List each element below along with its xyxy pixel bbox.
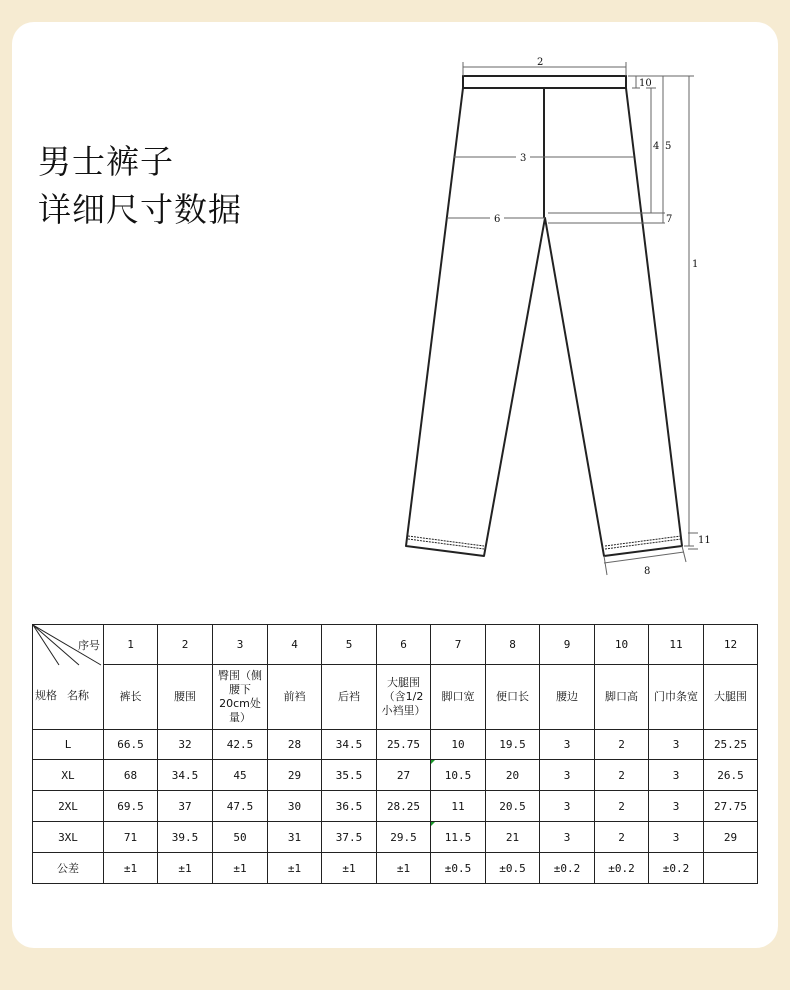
column-header: 大腿围（含1/2小裆里）	[377, 665, 431, 730]
column-number: 4	[268, 625, 322, 665]
dim-10-label: 10	[639, 78, 652, 89]
dim-8-label: 8	[644, 566, 651, 577]
table-cell: 32	[158, 730, 213, 760]
table-cell: 35.5	[322, 760, 377, 791]
dim-8-tick-left	[604, 556, 607, 575]
column-number: 1	[104, 625, 158, 665]
table-cell: 3	[649, 822, 704, 853]
table-cell: 37.5	[322, 822, 377, 853]
table-cell: 11	[431, 791, 486, 822]
table-cell: 3	[540, 791, 595, 822]
table-cell: 2	[595, 730, 649, 760]
table-cell: 29	[704, 822, 758, 853]
column-header: 后裆	[322, 665, 377, 730]
table-cell: 29.5	[377, 822, 431, 853]
left-cuff-stitch	[408, 536, 484, 546]
corner-cell	[33, 625, 104, 730]
dim-2-label: 2	[537, 57, 544, 68]
column-number: 3	[213, 625, 268, 665]
size-table	[32, 624, 758, 884]
table-cell: 50	[213, 822, 268, 853]
column-number: 10	[595, 625, 649, 665]
column-header: 脚口宽	[431, 665, 486, 730]
table-cell: ±1	[377, 853, 431, 884]
table-cell: 66.5	[104, 730, 158, 760]
size-cell: 公差	[33, 853, 104, 884]
table-cell: 19.5	[486, 730, 540, 760]
column-number: 11	[649, 625, 704, 665]
table-cell: 37	[158, 791, 213, 822]
dim-6-label: 6	[494, 214, 501, 225]
table-cell: 3	[649, 760, 704, 791]
table-cell: 3	[649, 791, 704, 822]
table-cell: 45	[213, 760, 268, 791]
size-cell: L	[33, 730, 104, 760]
comment-marker	[431, 760, 435, 764]
table-cell: 69.5	[104, 791, 158, 822]
column-header: 脚口高	[595, 665, 649, 730]
table-cell: 25.75	[377, 730, 431, 760]
corner-seq-label: 序号	[78, 639, 100, 652]
table-cell: 68	[104, 760, 158, 791]
table-row	[33, 822, 758, 853]
table-cell: ±1	[322, 853, 377, 884]
title-line-2: 详细尺寸数据	[38, 190, 242, 229]
table-cell	[704, 853, 758, 884]
table-cell: 27	[377, 760, 431, 791]
comment-marker	[431, 822, 435, 826]
column-header: 大腿围	[704, 665, 758, 730]
column-header: 裤长	[104, 665, 158, 730]
table-cell: 3	[540, 730, 595, 760]
column-header: 前裆	[268, 665, 322, 730]
header-row	[33, 665, 758, 730]
corner-name-label: 名称	[67, 689, 89, 702]
table-cell-text: 11.5	[444, 830, 472, 844]
table-cell: ±0.2	[649, 853, 704, 884]
table-cell: ±0.2	[540, 853, 595, 884]
column-header: 腰边	[540, 665, 595, 730]
table-cell: 2	[595, 791, 649, 822]
table-cell: ±0.5	[431, 853, 486, 884]
table-cell: 39.5	[158, 822, 213, 853]
table-cell: 29	[268, 760, 322, 791]
size-cell: XL	[33, 760, 104, 791]
table-cell: 28	[268, 730, 322, 760]
table-cell: 3	[649, 730, 704, 760]
table-cell: ±0.5	[486, 853, 540, 884]
table-cell: 34.5	[158, 760, 213, 791]
table-cell: 28.25	[377, 791, 431, 822]
table-cell: 27.75	[704, 791, 758, 822]
table-cell: ±1	[213, 853, 268, 884]
table-cell: 42.5	[213, 730, 268, 760]
dim-5-label: 5	[665, 141, 672, 152]
column-header: 门巾条宽	[649, 665, 704, 730]
right-cuff-stitch	[605, 536, 681, 546]
dim-4-label: 4	[653, 141, 660, 152]
dim-3-label: 3	[520, 153, 527, 164]
dim-11-label: 11	[698, 535, 711, 546]
column-number: 2	[158, 625, 213, 665]
column-number: 8	[486, 625, 540, 665]
table-cell: 20.5	[486, 791, 540, 822]
column-number: 7	[431, 625, 486, 665]
column-header: 便口长	[486, 665, 540, 730]
table-cell: ±1	[158, 853, 213, 884]
table-cell: ±0.2	[595, 853, 649, 884]
table-row	[33, 730, 758, 760]
table-row	[33, 791, 758, 822]
table-cell: 10	[431, 730, 486, 760]
number-row	[33, 625, 758, 665]
column-number: 6	[377, 625, 431, 665]
table-cell: 20	[486, 760, 540, 791]
table-cell: 26.5	[704, 760, 758, 791]
column-header: 腰围	[158, 665, 213, 730]
table-cell: 30	[268, 791, 322, 822]
table-cell: 34.5	[322, 730, 377, 760]
dim-8-tick-right	[682, 546, 686, 562]
table-cell: 36.5	[322, 791, 377, 822]
corner-spec-label: 规格	[35, 689, 57, 702]
waistband-outline	[463, 76, 626, 88]
column-number: 12	[704, 625, 758, 665]
table-cell: 47.5	[213, 791, 268, 822]
dim-1-label: 1	[692, 259, 699, 270]
dim-7-label: 7	[666, 214, 673, 225]
table-cell: 21	[486, 822, 540, 853]
table-cell-text: 10.5	[444, 768, 472, 782]
table-cell	[431, 760, 486, 791]
table-row	[33, 760, 758, 791]
table-cell: 2	[595, 822, 649, 853]
size-table-body	[33, 625, 758, 884]
table-cell: 25.25	[704, 730, 758, 760]
table-cell: 2	[595, 760, 649, 791]
table-cell	[431, 822, 486, 853]
title-line-1: 男士裤子	[38, 142, 174, 181]
table-cell: 3	[540, 760, 595, 791]
table-cell: ±1	[104, 853, 158, 884]
table-row	[33, 853, 758, 884]
table-cell: 71	[104, 822, 158, 853]
column-number: 9	[540, 625, 595, 665]
size-cell: 2XL	[33, 791, 104, 822]
table-cell: 3	[540, 822, 595, 853]
column-number: 5	[322, 625, 377, 665]
table-cell: ±1	[268, 853, 322, 884]
table-cell: 31	[268, 822, 322, 853]
column-header: 臀围（侧腰下20cm处量）	[213, 665, 268, 730]
size-cell: 3XL	[33, 822, 104, 853]
